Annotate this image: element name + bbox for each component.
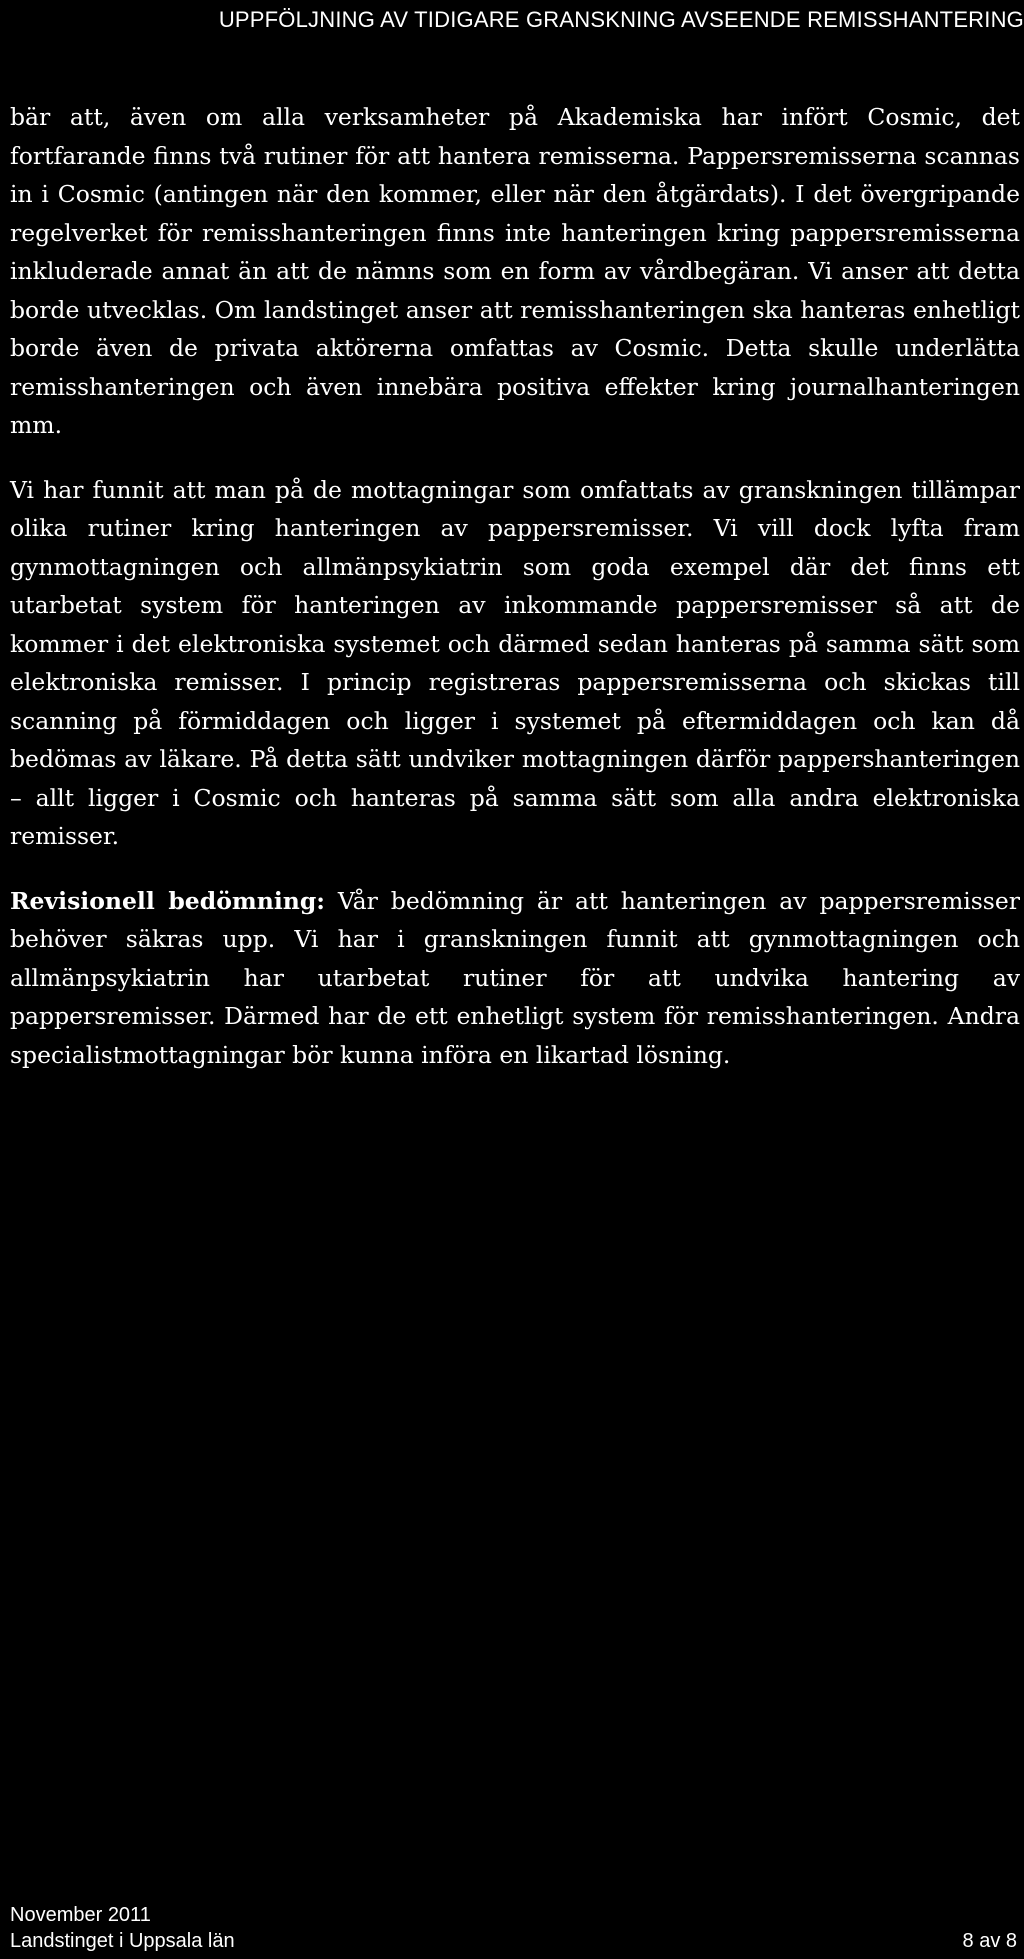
running-header: UPPFÖLJNING AV TIDIGARE GRANSKNING AVSEENDE REMISSHANTERING	[218, 7, 1024, 32]
document-body	[10, 98, 1020, 1100]
assessment-heading: Revisionell bedömning:	[10, 886, 325, 915]
footer-row	[10, 1928, 1017, 1954]
paragraph	[10, 471, 1020, 856]
page-number: 8 av 8	[962, 1930, 1017, 1952]
paragraph-text: bär att, även om alla verksamheter på Akademiska har infört Cosmic, det fortfarande finns två rutiner för att hantera remisserna. Pappersremisserna scannas in i Cosmic (antingen när den kommer, eller när den åtgärdats). I det övergripande regelverket för remisshanteringen finns inte hanteringen kring pappersremisserna inkluderade annat än att de nämns som en form av vårdbegäran. Vi anser att detta borde utvecklas. Om landstinget anser att remisshanteringen ska hanteras enhetligt borde även de privata aktörerna omfattas av Cosmic. Detta skulle underlätta remisshanteringen och även innebära positiva effekter kring journalhanteringen mm.	[10, 103, 1020, 439]
footer-date: November 2011	[10, 1904, 151, 1926]
assessment-paragraph	[10, 882, 1020, 1075]
page-footer	[10, 1902, 1017, 1954]
paragraph	[10, 98, 1020, 445]
paragraph-text: Vår bedömning är att hanteringen av pappersremisser behöver säkras upp. Vi har i granskningen funnit att gynmottagningen och allmänpsykiatrin har utarbetat rutiner för att undvika hantering av pappersremisser. Därmed har de ett enhetligt system för remisshanteringen. Andra specialistmottagningar bör kunna införa en likartad lösning.	[10, 886, 1020, 1069]
paragraph-text: Vi har funnit att man på de mottagningar som omfattats av granskningen tillämpar olika rutiner kring hanteringen av pappersremisser. Vi vill dock lyfta fram gynmottagningen och allmänpsykiatrin som goda exempel där det finns ett utarbetat system för hanteringen av inkommande pappersremisser så att de kommer i det elektroniska systemet och därmed sedan hanteras på samma sätt som elektroniska remisser. I princip registreras pappersremisserna och skickas till scanning på förmiddagen och ligger i systemet på eftermiddagen och kan då bedömas av läkare. På detta sätt undviker mottagningen därför pappershanteringen – allt ligger i Cosmic och hanteras på samma sätt som alla andra elektroniska remisser.	[10, 475, 1020, 850]
footer-organization: Landstinget i Uppsala län	[10, 1930, 235, 1952]
